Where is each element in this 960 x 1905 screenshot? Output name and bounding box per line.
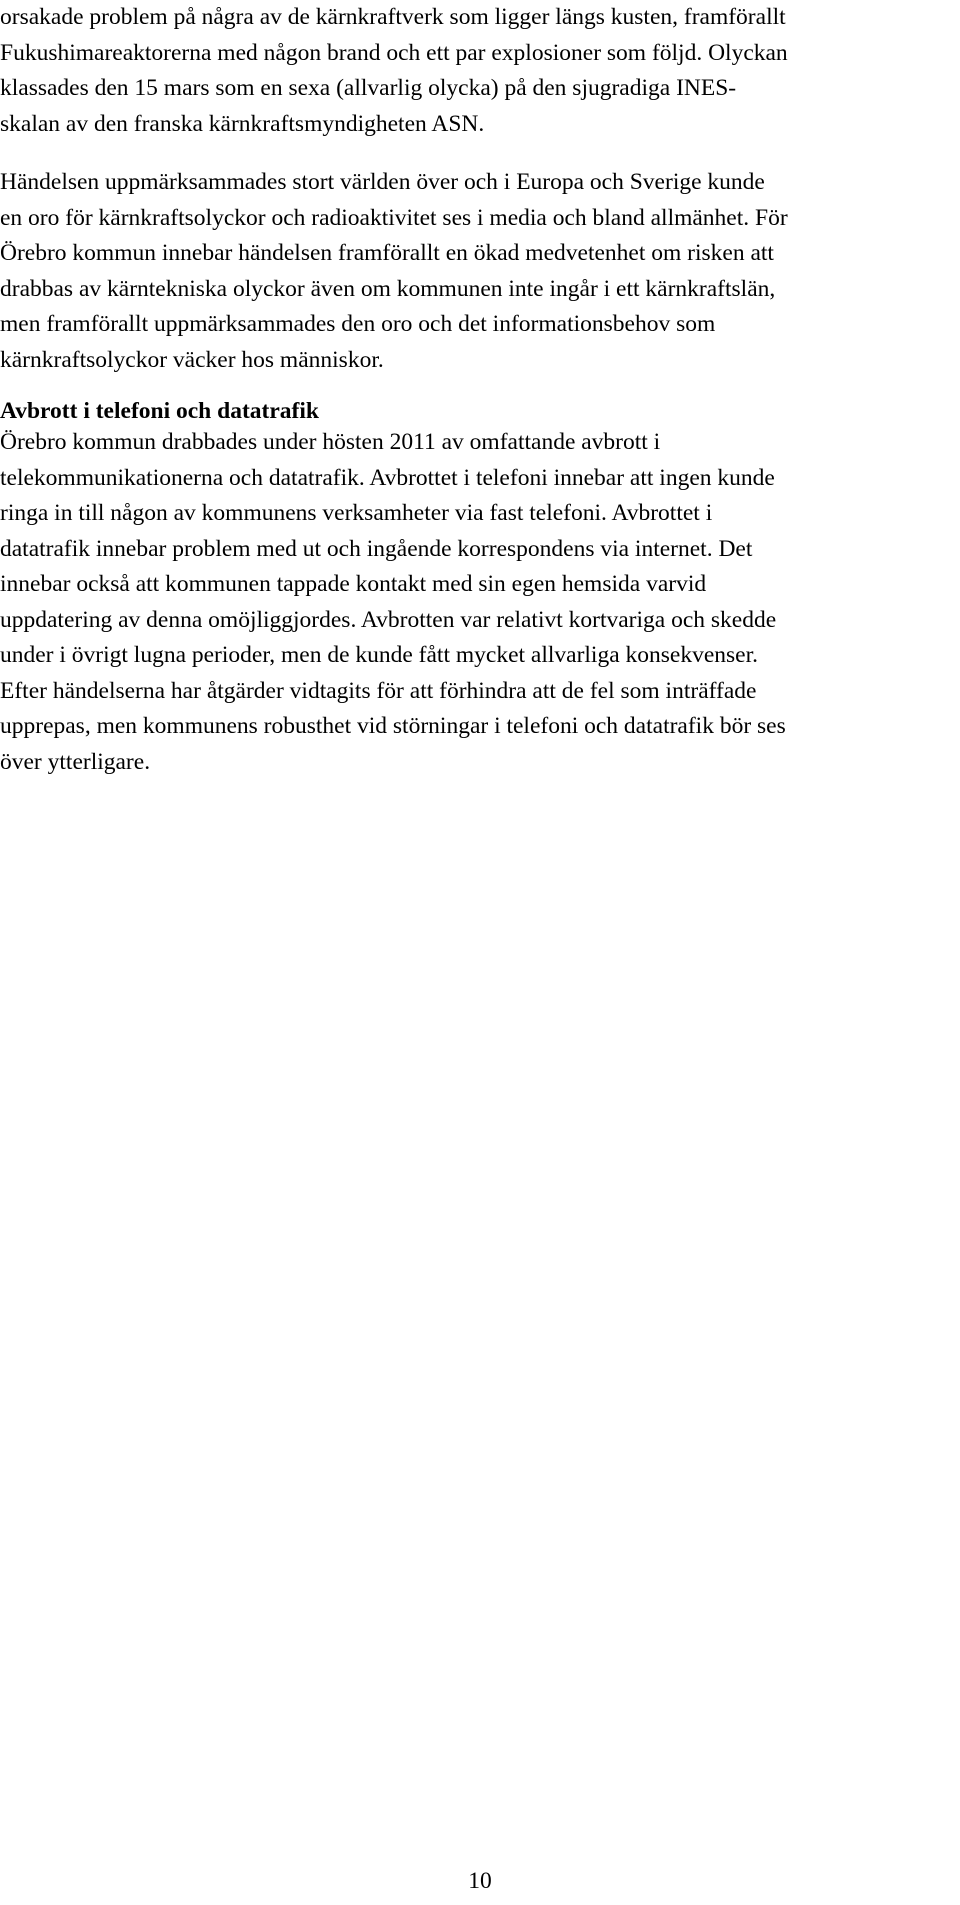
text-line: en oro för kärnkraftsolyckor och radioaktivitet ses i media och bland allmänhet. För [0,204,788,231]
text-line: Efter händelserna har åtgärder vidtagits för att förhindra att de fel som inträffade [0,677,757,704]
text-line: drabbas av kärntekniska olyckor även om kommunen inte ingår i ett kärnkraftslän, [0,275,776,302]
paragraph-telecom-outage [0,425,786,780]
text-line: kärnkraftsolyckor väcker hos människor. [0,346,384,373]
paragraph-fukushima [0,0,788,142]
text-line: under i övrigt lugna perioder, men de kunde fått mycket allvarliga konsekvenser. [0,642,759,668]
text-line: Örebro kommun innebar händelsen framförallt en ökad medvetenhet om risken att [0,240,774,266]
text-line: telekommunikationerna och datatrafik. Avbrottet i telefoni innebar att ingen kunde [0,464,775,491]
text-line: Händelsen uppmärksammades stort världen över och i Europa och Sverige kunde [0,169,765,195]
text-line: uppdatering av denna omöjliggjordes. Avbrotten var relativt kortvariga och skedde [0,606,777,633]
text-line: Örebro kommun drabbades under hösten 2011 av omfattande avbrott i [0,429,661,455]
text-line: över ytterligare. [0,748,151,775]
text-line: upprepas, men kommunens robusthet vid störningar i telefoni och datatrafik bör ses [0,713,786,739]
section-heading: Avbrott i telefoni och datatrafik [0,398,319,424]
text-line: datatrafik innebar problem med ut och ingående korrespondens via internet. Det [0,535,753,562]
paragraph-event-attention [0,165,788,378]
text-line: men framförallt uppmärksammades den oro och det informationsbehov som [0,311,716,337]
text-line: innebar också att kommunen tappade kontakt med sin egen hemsida varvid [0,571,707,597]
page-number: 10 [468,1868,492,1894]
text-line: orsakade problem på några av de kärnkraftverk som ligger längs kusten, framförallt [0,4,786,30]
text-line: skalan av den franska kärnkraftsmyndigheten ASN. [0,110,485,137]
text-line: Fukushimareaktorerna med någon brand och ett par explosioner som följd. Olyckan [0,39,788,66]
text-line: ringa in till någon av kommunens verksamheter via fast telefoni. Avbrottet i [0,500,713,526]
text-line: klassades den 15 mars som en sexa (allvarlig olycka) på den sjugradiga INES- [0,75,737,101]
